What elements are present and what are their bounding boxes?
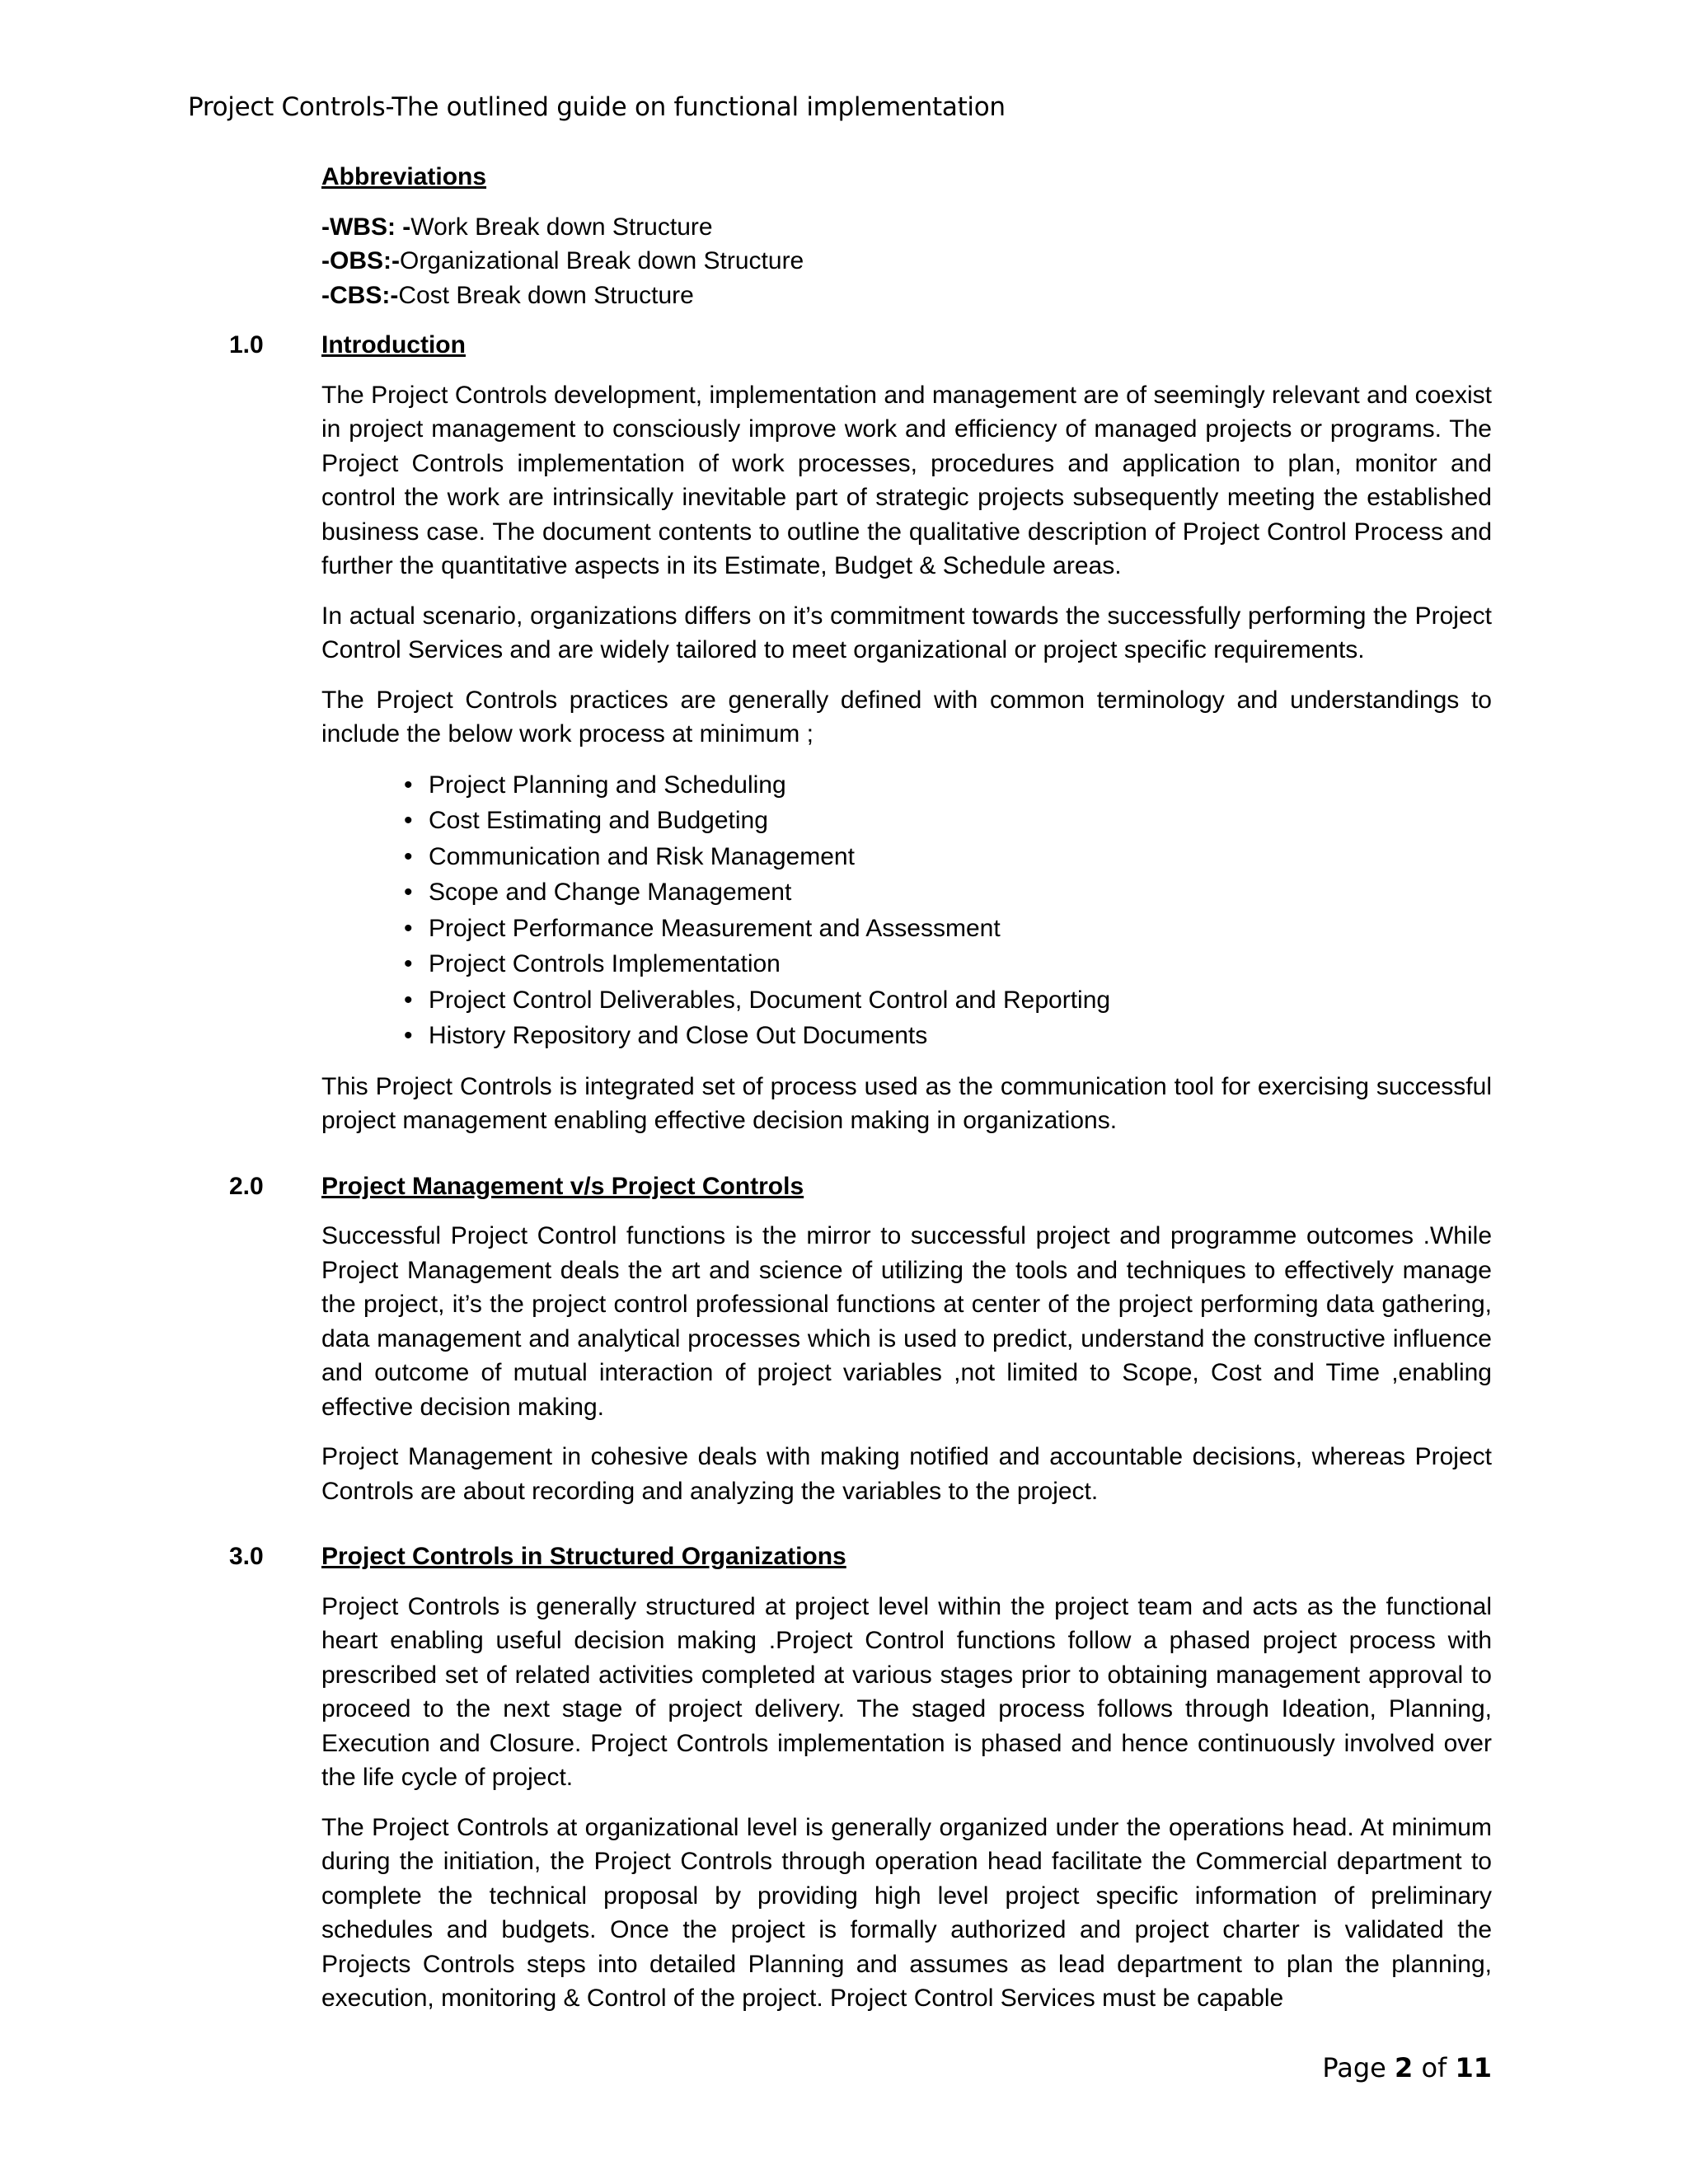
abbreviation-term: -OBS:- [321, 247, 400, 274]
abbreviations-list [321, 210, 1492, 313]
paragraph: Project Controls is generally structured at project level within the project team and acts as the functional heart enabling useful decision making .Project Control functions follow a phased project process with prescribed set of related activities completed at various stages prior to obtaining management approval to proceed to the next stage of project delivery. The staged process follows through Ideation, Planning, Execution and Closure. Project Controls implementation is phased and hence continuously involved over the life cycle of project. [321, 1592, 1492, 1791]
section-title: Introduction [321, 331, 466, 359]
section-number: 3.0 [229, 1543, 264, 1570]
bullet-item: • Project Control Deliverables, Document Control and Reporting [429, 982, 1492, 1019]
paragraph: Successful Project Control functions is the mirror to successful project and programme outcomes .While Project Management deals the art and science of utilizing the tools and techniques to effectively manage the project, it’s the project control professional functions at center of the project performing data gathering, data management and analytical processes which is used to predict, understand the constructive influence and outcome of mutual interaction of project variables ,not limited to Scope, Cost and Time ,enabling effective decision making. [321, 1222, 1492, 1421]
page-prefix: Page [1322, 2052, 1395, 2083]
section-title: Project Management v/s Project Controls [321, 1172, 804, 1200]
bullet-item: • Project Performance Measurement and Assessment [429, 911, 1492, 947]
section-number: 1.0 [229, 331, 264, 359]
page-of: of [1413, 2052, 1456, 2083]
abbreviations-heading: Abbreviations [321, 163, 487, 190]
bullet-item: • Communication and Risk Management [429, 839, 1492, 875]
paragraph: The Project Controls at organizational level is generally organized under the operations head. At minimum during the initiation, the Project Controls through operation head facilitate the Commercial department to complete the technical proposal by providing high level project specific information of preliminary schedules and budgets. Once the project is formally authorized and project charter is validated the Projects Controls steps into detailed Planning and assumes as lead department to plan the planning, execution, monitoring & Control of the project. Project Control Services must be capable [321, 1813, 1492, 2012]
section-heading-structured-orgs [229, 1540, 1492, 1574]
abbreviation-item [321, 244, 1492, 279]
paragraph: In actual scenario, organizations differs on it’s commitment towards the successfully performing the Project Control Services and are widely tailored to meet organizational or project specific requirements. [321, 602, 1492, 663]
section-title: Project Controls in Structured Organizations [321, 1543, 846, 1570]
paragraph: The Project Controls practices are generally defined with common terminology and understandings to include the below work process at minimum ; [321, 686, 1492, 748]
abbreviation-item [321, 279, 1492, 313]
bullet-item: • Project Planning and Scheduling [429, 767, 1492, 804]
abbreviation-item [321, 210, 1492, 245]
document-body [229, 160, 1492, 2016]
paragraph: This Project Controls is integrated set of process used as the communication tool for exercising successful project management enabling effective decision making in organizations. [321, 1072, 1492, 1134]
section-number: 2.0 [229, 1172, 264, 1200]
page-header: Project Controls-The outlined guide on functional implementation [188, 92, 1006, 122]
abbreviation-term: -CBS:- [321, 281, 399, 309]
abbreviation-definition: Cost Break down Structure [398, 281, 694, 309]
paragraph: The Project Controls development, implementation and management are of seemingly relevant and coexist in project management to consciously improve work and efficiency of managed projects or programs. The Project Controls implementation of work processes, procedures and application to plan, monitor and control the work are intrinsically inevitable part of strategic projects subsequently meeting the established business case. The document contents to outline the qualitative description of Project Control Process and further the quantitative aspects in its Estimate, Budget & Schedule areas. [321, 381, 1492, 579]
bullet-item: • History Repository and Close Out Documents [429, 1018, 1492, 1054]
bullet-item: • Scope and Change Management [429, 874, 1492, 911]
abbreviation-definition: Work Break down Structure [410, 213, 713, 241]
bullet-item: • Project Controls Implementation [429, 946, 1492, 982]
section-heading-introduction [229, 328, 1492, 363]
section-heading-pm-vs-pc [229, 1169, 1492, 1204]
page-footer [1322, 2052, 1492, 2083]
page-number: 2 [1395, 2052, 1414, 2083]
bullet-list [321, 767, 1492, 1054]
abbreviation-term: -WBS: - [321, 213, 411, 241]
page-total: 11 [1455, 2052, 1492, 2083]
paragraph: Project Management in cohesive deals with making notified and accountable decisions, whereas Project Controls are about recording and analyzing the variables to the project. [321, 1443, 1492, 1505]
abbreviation-definition: Organizational Break down Structure [399, 247, 804, 274]
bullet-item: • Cost Estimating and Budgeting [429, 803, 1492, 839]
